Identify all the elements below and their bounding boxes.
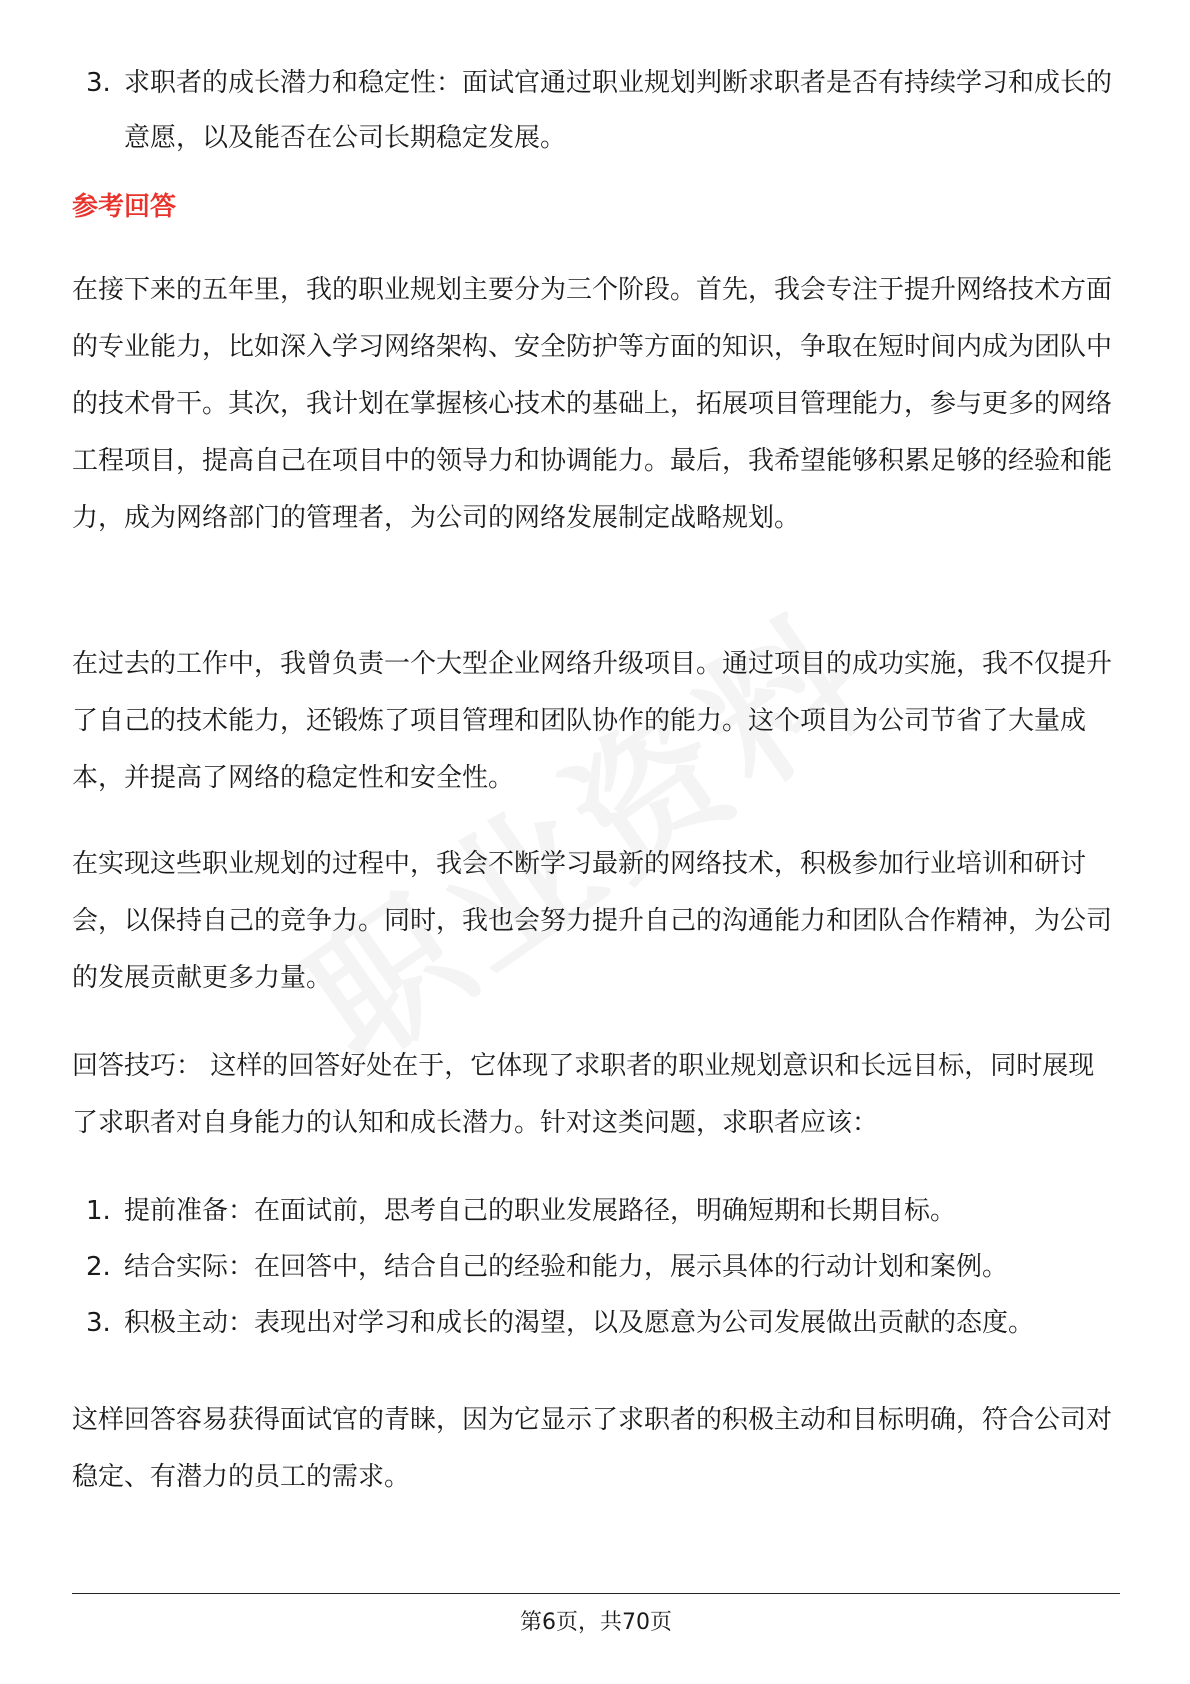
tips-list <box>72 1184 1120 1351</box>
section-heading: 参考回答 <box>72 192 177 222</box>
answer-paragraph-2: 在过去的工作中，我曾负责一个大型企业网络升级项目。通过项目的成功实施，我不仅提升了自己的技术能力，还锻炼了项目管理和团队协作的能力。这个项目为公司节省了大量成本，并提高了网络的稳定性和安全性。 <box>72 649 1113 793</box>
list-text: 积极主动：表现出对学习和成长的渴望，以及愿意为公司发展做出贡献的态度。 <box>124 1308 1035 1338</box>
closing-paragraph: 这样回答容易获得面试官的青睐，因为它显示了求职者的积极主动和目标明确，符合公司对稳定、有潜力的员工的需求。 <box>72 1405 1113 1492</box>
list-text: 求职者的成长潜力和稳定性：面试官通过职业规划判断求职者是否有持续学习和成长的意愿，以及能否在公司长期稳定发展。 <box>124 68 1113 153</box>
list-item <box>72 1240 1120 1295</box>
list-item <box>72 56 1120 166</box>
list-number: 2. <box>86 1252 111 1282</box>
page-number: 第6页，共70页 <box>520 1610 672 1635</box>
answer-paragraph-3: 在实现这些职业规划的过程中，我会不断学习最新的网络技术，积极参加行业培训和研讨会，以保持自己的竞争力。同时，我也会努力提升自己的沟通能力和团队合作精神，为公司的发展贡献更多力量。 <box>72 849 1113 993</box>
list-item <box>72 1296 1120 1351</box>
list-text: 提前准备：在面试前，思考自己的职业发展路径，明确短期和长期目标。 <box>124 1196 957 1226</box>
list-text: 结合实际：在回答中，结合自己的经验和能力，展示具体的行动计划和案例。 <box>124 1252 1009 1282</box>
list-number: 3. <box>86 1308 111 1338</box>
list-number: 3. <box>86 68 111 98</box>
list-item <box>72 1184 1120 1239</box>
criteria-list <box>72 56 1120 166</box>
footer-divider <box>72 1593 1120 1594</box>
document-page <box>72 0 1120 1684</box>
answer-paragraph-1: 在接下来的五年里，我的职业规划主要分为三个阶段。首先，我会专注于提升网络技术方面的专业能力，比如深入学习网络架构、安全防护等方面的知识，争取在短时间内成为团队中的技术骨干。其次，我计划在掌握核心技术的基础上，拓展项目管理能力，参与更多的网络工程项目，提高自己在项目中的领导力和协调能力。最后，我希望能够积累足够的经验和能力，成为网络部门的管理者，为公司的网络发展制定战略规划。 <box>72 275 1113 533</box>
tips-intro-paragraph: 回答技巧： 这样的回答好处在于，它体现了求职者的职业规划意识和长远目标，同时展现了求职者对自身能力的认知和成长潜力。针对这类问题，求职者应该： <box>72 1051 1095 1138</box>
list-number: 1. <box>86 1196 111 1226</box>
